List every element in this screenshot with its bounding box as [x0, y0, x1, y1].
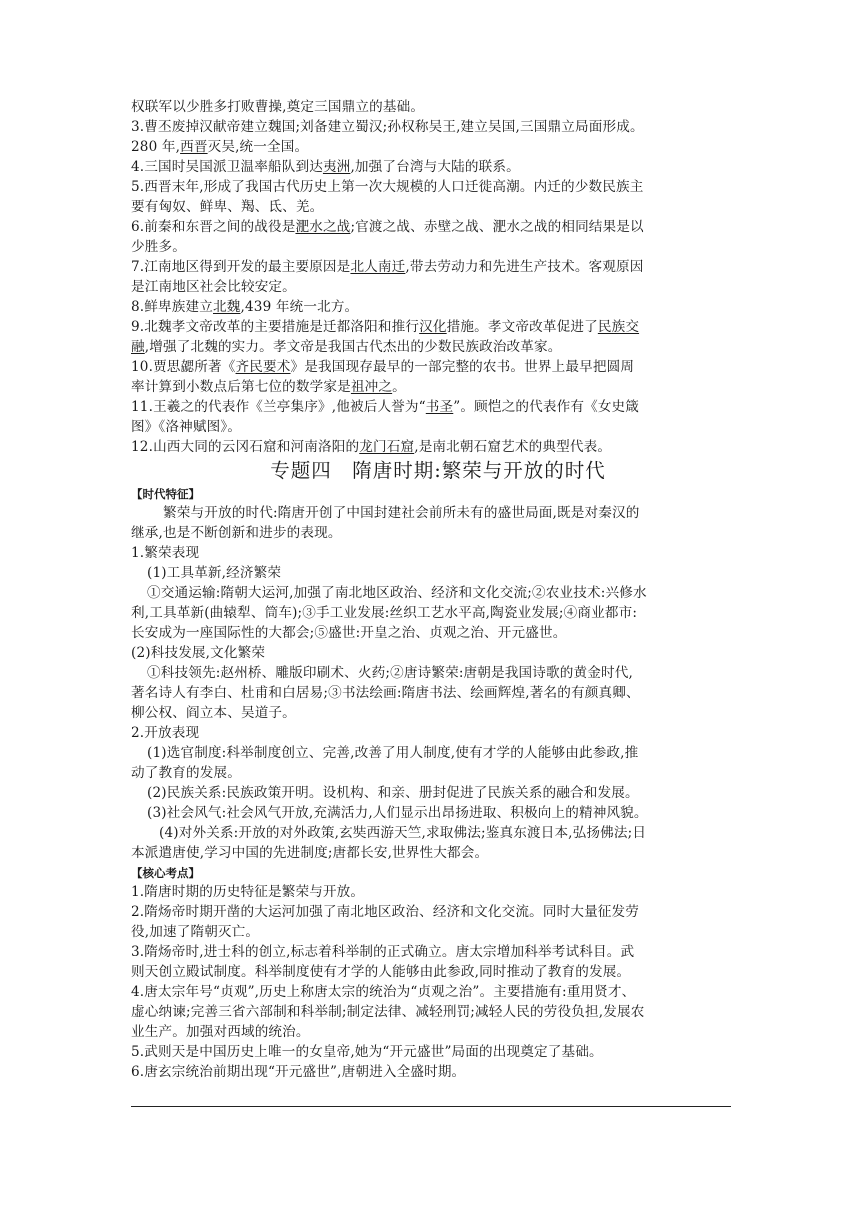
- underlined-answer: 龙门石窟: [359, 439, 415, 455]
- underlined-answer: 夷洲: [322, 159, 351, 175]
- underlined-answer: 北人南迁: [350, 259, 406, 275]
- bottom-rule: [131, 1106, 731, 1107]
- list-line: 图》《洛神赋图》。: [131, 419, 242, 435]
- list-line: 7.江南地区得到开发的最主要原因是北人南迁,带去劳动力和先进生产技术。客观原因: [131, 259, 644, 275]
- text-line: (1)选官制度:科举制度创立、完善,改善了用人制度,使有才学的人能够由此参政,推: [147, 745, 639, 761]
- list-line: 权联军以少胜多打败曹操,奠定三国鼎立的基础。: [131, 99, 425, 115]
- list-line: 少胜多。: [131, 239, 186, 255]
- underlined-answer: 齐民要术: [235, 359, 291, 375]
- underlined-answer: 祖冲之: [350, 379, 393, 395]
- list-line: 要有匈奴、鲜卑、羯、氐、羌。: [131, 199, 324, 215]
- text-line: 继承,也是不断创新和进步的表现。: [131, 525, 342, 541]
- underlined-answer: 淝水之战: [295, 219, 351, 235]
- core-points-body: [131, 882, 731, 1082]
- text-line: 2.隋炀帝时期开凿的大运河加强了南北地区政治、经济和文化交流。同时大量征发劳: [131, 904, 640, 920]
- text-line: 5.武则天是中国历史上唯一的女皇帝,她为“开元盛世”局面的出现奠定了基础。: [131, 1044, 603, 1060]
- list-line: 12.山西大同的云冈石窟和河南洛阳的龙门石窟,是南北朝石窟艺术的典型代表。: [131, 439, 612, 455]
- list-line: 3.曹丕废掉汉献帝建立魏国;刘备建立蜀汉;孙权称吴王,建立吴国,三国鼎立局面形成。: [131, 119, 644, 135]
- text-line: 虚心纳谏;完善三省六部制和科举制;制定法律、减轻刑罚;减轻人民的劳役负担,发展农: [131, 1004, 645, 1020]
- text-line: 1.繁荣表现: [131, 545, 200, 561]
- text-line: 1.隋唐时期的历史特征是繁荣与开放。: [131, 884, 365, 900]
- text-line: 2.开放表现: [131, 725, 200, 741]
- list-line: 4.三国时吴国派卫温率船队到达夷洲,加强了台湾与大陆的联系。: [131, 159, 520, 175]
- topic3-list: [131, 97, 731, 457]
- list-line: 率计算到小数点后第七位的数学家是祖冲之。: [131, 379, 406, 395]
- text-line: (3)社会风气:社会风气开放,充满活力,人们显示出昂扬进取、积极向上的精神风貌。: [147, 805, 648, 821]
- text-line: 著名诗人有李白、杜甫和白居易;③书法绘画:隋唐书法、绘画辉煌,著名的有颜真卿、: [131, 685, 640, 701]
- underlined-answer: 西晋: [180, 139, 208, 155]
- text-line: 则天创立殿试制度。科举制度使有才学的人能够由此参政,同时推动了教育的发展。: [131, 964, 631, 980]
- text-line: ①科技领先:赵州桥、雕版印刷术、火药;②唐诗繁荣:唐朝是我国诗歌的黄金时代,: [147, 665, 633, 681]
- underlined-answer: 民族交: [597, 319, 640, 335]
- text-line: ①交通运输:隋朝大运河,加强了南北地区政治、经济和文化交流;②农业技术:兴修水: [147, 585, 647, 601]
- text-line: 役,加速了隋朝灭亡。: [131, 924, 260, 940]
- list-line: 10.贾思勰所著《齐民要术》是我国现存最早的一部完整的农书。世界上最早把圆周: [131, 359, 635, 375]
- topic-title: 专题四 隋唐时期:繁荣与开放的时代: [270, 459, 606, 482]
- text-line: 6.唐玄宗统治前期出现“开元盛世”,唐朝进入全盛时期。: [131, 1064, 466, 1080]
- text-line: 长安成为一座国际性的大都会;⑤盛世:开皇之治、贞观之治、开元盛世。: [131, 625, 567, 641]
- list-line: 是江南地区社会比较安定。: [131, 279, 296, 295]
- underlined-answer: 书圣: [425, 399, 454, 415]
- list-line: 6.前秦和东晋之间的战役是淝水之战;官渡之战、赤壁之战、淝水之战的相同结果是以: [131, 219, 644, 235]
- text-line: (1)工具革新,经济繁荣: [147, 565, 282, 581]
- text-line: 3.隋炀帝时,进士科的创立,标志着科举制的正式确立。唐太宗增加科举考试科目。武: [131, 944, 635, 960]
- text-line: 柳公权、阎立本、吴道子。: [131, 705, 296, 721]
- text-line: (2)科技发展,文化繁荣: [131, 645, 266, 661]
- underlined-answer: 融: [131, 339, 145, 355]
- underlined-answer: 北魏: [213, 299, 241, 315]
- list-line: 融,增强了北魏的实力。孝文帝是我国古代杰出的少数民族政治改革家。: [131, 339, 562, 355]
- text-line: 业生产。加强对西域的统治。: [131, 1024, 310, 1040]
- list-line: 9.北魏孝文帝改革的主要措施是迁都洛阳和推行汉化措施。孝文帝改革促进了民族交: [131, 319, 640, 335]
- text-line: 动了教育的发展。: [131, 765, 241, 781]
- list-line: 11.王羲之的代表作《兰亭集序》,他被后人誉为“书圣”。顾恺之的代表作有《女史箴: [131, 399, 640, 415]
- underlined-answer: 汉化: [419, 319, 447, 335]
- era-traits-body: [131, 503, 731, 863]
- list-line: 280 年,西晋灭吴,统一全国。: [131, 139, 309, 155]
- text-line: 繁荣与开放的时代:隋唐开创了中国封建社会前所未有的盛世局面,既是对秦汉的: [163, 505, 640, 521]
- list-line: 8.鲜卑族建立北魏,439 年统一北方。: [131, 299, 359, 315]
- text-line: (2)民族关系:民族政策开明。设机构、和亲、册封促进了民族关系的融合和发展。: [147, 785, 639, 801]
- section-heading-core-points: 【核心考点】: [131, 866, 200, 880]
- text-line: 利,工具革新(曲辕犁、筒车);③手工业发展:丝织工艺水平高,陶瓷业发展;④商业都市:: [131, 605, 638, 621]
- text-line: 4.唐太宗年号“贞观”,历史上称唐太宗的统治为“贞观之治”。主要措施有:重用贤才、: [131, 984, 636, 1000]
- list-line: 5.西晋末年,形成了我国古代历史上第一次大规模的人口迁徙高潮。内迁的少数民族主: [131, 179, 644, 195]
- document-page: [131, 97, 731, 1082]
- section-heading-era-traits: 【时代特征】: [131, 487, 200, 501]
- text-line: 本派遣唐使,学习中国的先进制度;唐都长安,世界性大都会。: [131, 845, 489, 861]
- text-line: (4)对外关系:开放的对外政策,玄奘西游天竺,求取佛法;鉴真东渡日本,弘扬佛法;日: [159, 825, 647, 841]
